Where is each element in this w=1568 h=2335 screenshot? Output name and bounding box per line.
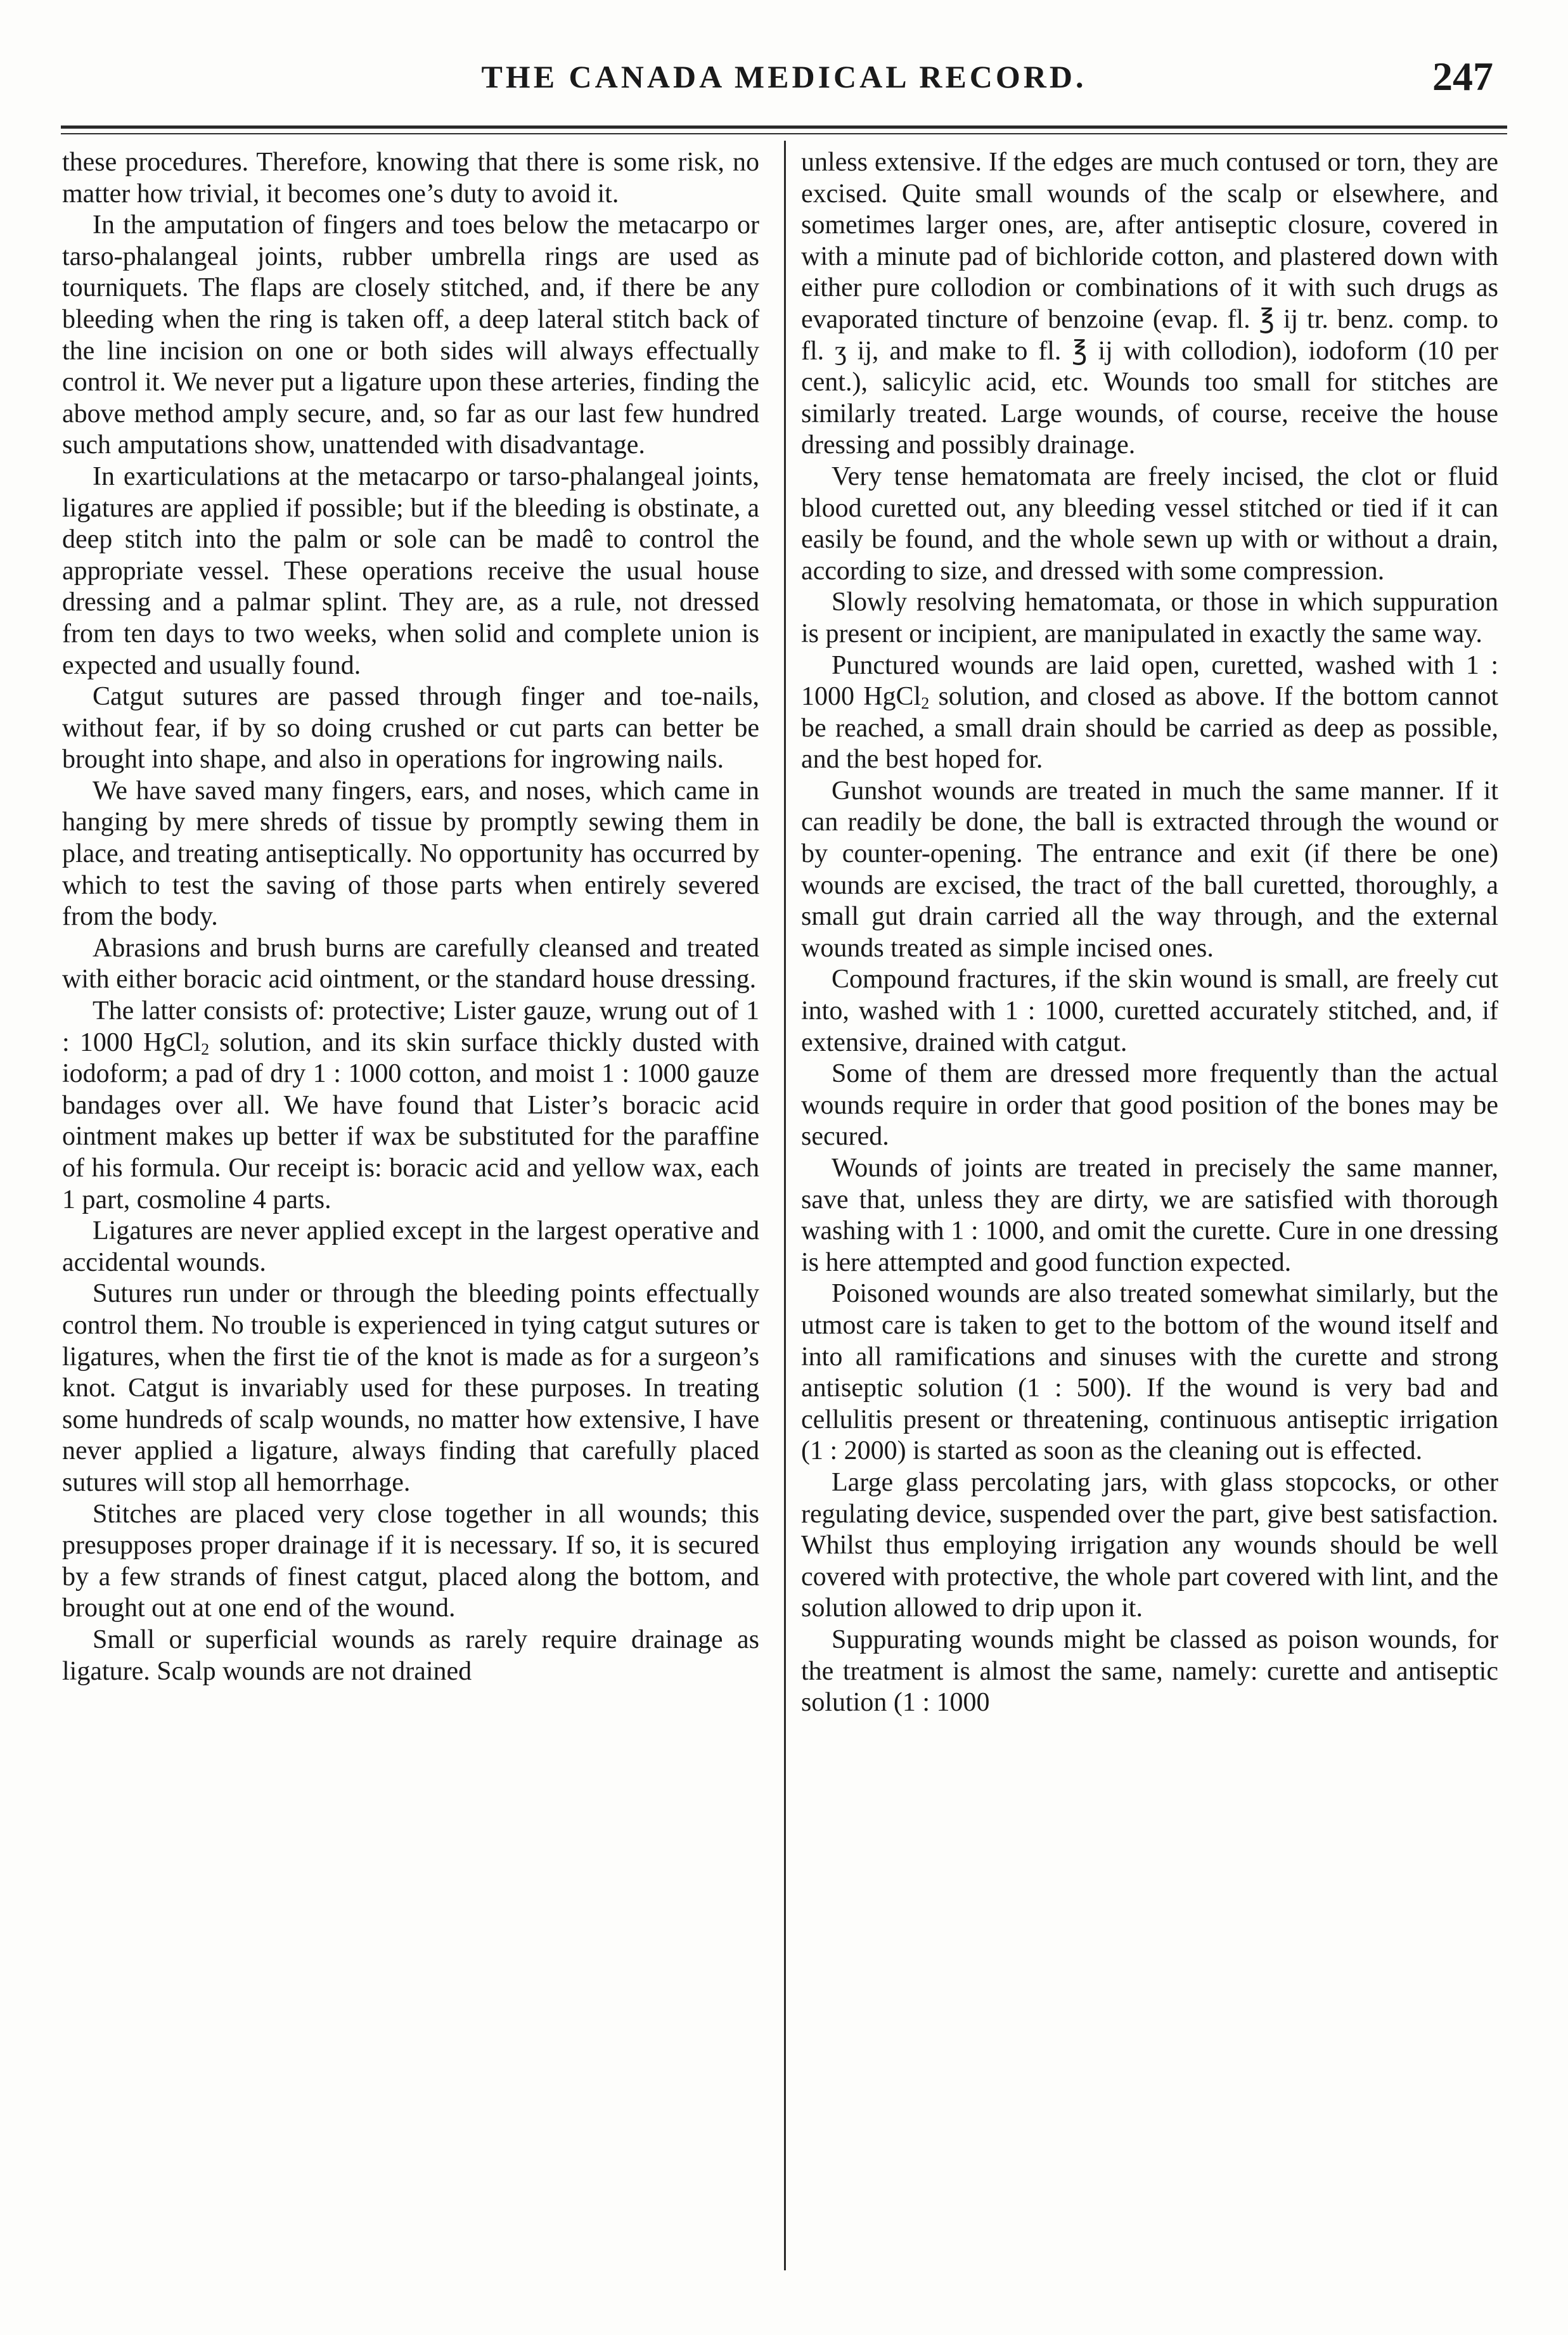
paragraph — [801, 650, 1498, 776]
right-column — [801, 147, 1498, 1719]
paragraph: Gunshot wounds are treated in much the same manner. If it can readily be done, the ball is extracted through the wound or by counter-opening. The entrance and exit (if there be one) wounds are excised, the tract of the ball curetted, thoroughly, a small gut drain carried all the way through, and the external wounds treated as simple incised ones. — [801, 776, 1498, 963]
column-divider — [784, 141, 786, 2270]
paragraph-text: solution, and its skin surface thickly dusted with iodoform; a pad of dry 1 : 1000 cotton, and moist 1 : 1000 gauze bandages over all. We have found that Lister’s boracic acid ointment makes up better if wax be substituted for the paraffine of his formula. Our receipt is: boracic acid and yellow wax, each 1 part, cosmoline 4 parts. — [62, 1027, 760, 1214]
running-title: THE CANADA MEDICAL RECORD. — [481, 59, 1087, 94]
paragraph: Abrasions and brush burns are carefully cleansed and treated with either boracic acid ointment, or the standard house dressing. — [62, 933, 759, 994]
paragraph: We have saved many fingers, ears, and noses, which came in hanging by mere shreds of tissue by promptly sewing them in place, and treating antiseptically. No opportunity has occurred by which to test the saving of those parts when entirely severed from the body. — [62, 776, 759, 932]
paragraph-text: Punctured wounds are laid open, curetted, washed with 1 : 1000 HgCl — [801, 650, 1498, 712]
page-header — [0, 0, 1568, 133]
paragraph: Compound fractures, if the skin wound is small, are freely cut into, washed with 1 : 1000, curetted accurately stitched, and, if extensive, drained with catgut. — [801, 965, 1498, 1057]
paragraph: these procedures. Therefore, knowing that there is some risk, no matter how trivial, it becomes one’s duty to avoid it. — [62, 148, 759, 209]
header-rule-thin — [61, 133, 1507, 134]
paragraph: unless extensive. If the edges are much contused or torn, they are excised. Quite small wounds of the scalp or elsewhere, and sometimes larger ones, are, after antiseptic closure, covered in with a minute pad of bichloride cotton, and plastered down with either pure collodion or combinations of it with such drugs as evaporated tincture of benzoine (evap. fl. ℥ ij tr. benz. comp. to fl. ʒ ij, and make to fl. ℥ ij with collodion), iodoform (10 per cent.), salicylic acid, etc. Wounds too small for stitches are similarly treated. Large wounds, of course, receive the house dressing and possibly drainage. — [801, 148, 1498, 460]
subscript: 2 — [921, 694, 930, 713]
header-rule-thick — [61, 125, 1507, 129]
paragraph: Wounds of joints are treated in precisely the same manner, save that, unless they are dirty, we are satisfied with thorough washing with 1 : 1000, and omit the curette. Cure in one dressing is here attempted and good function expected. — [801, 1154, 1498, 1277]
paragraph: Some of them are dressed more frequently than the actual wounds require in order that good position of the bones may be secured. — [801, 1059, 1498, 1152]
paragraph: Stitches are placed very close together in all wounds; this presupposes proper drainage if it is necessary. If so, it is secured by a few strands of finest catgut, placed along the bottom, and brought out at one end of the wound. — [62, 1499, 759, 1623]
page-number: 247 — [1432, 54, 1493, 99]
paragraph: Ligatures are never applied except in the largest operative and accidental wounds. — [62, 1216, 759, 1277]
paragraph: In the amputation of fingers and toes below the metacarpo or tarso-phalangeal joints, rubber umbrella rings are used as tourniquets. The flaps are closely stitched, and, if there be any bleeding when the ring is taken off, a deep lateral stitch back of the line incision on one or both sides will always effectually control it. We never put a ligature upon these arteries, finding the above method amply secure, and, so far as our last few hundred such amputations show, unattended with disadvantage. — [62, 210, 759, 460]
paragraph: Catgut sutures are passed through finger and toe-nails, without fear, if by so doing crushed or cut parts can better be brought into shape, and also in operations for ingrowing nails. — [62, 682, 759, 775]
paragraph: Small or superficial wounds as rarely require drainage as ligature. Scalp wounds are not drained — [62, 1624, 759, 1686]
subscript: 2 — [201, 1039, 210, 1058]
paragraph-text: The latter consists of: protective; Lister gauze, wrung out of 1 : 1000 HgCl — [62, 996, 759, 1057]
paragraph: Sutures run under or through the bleeding points effectually control them. No trouble is experienced in tying catgut sutures or ligatures, when the first tie of the knot is made as for a surgeon’s knot. Catgut is invariably used for these purposes. In treating some hundreds of scalp wounds, no matter how extensive, I have never applied a ligature, always finding that carefully placed sutures will stop all hemorrhage. — [62, 1279, 759, 1497]
left-column — [62, 147, 759, 1687]
paragraph: Large glass percolating jars, with glass stopcocks, or other regulating device, suspended over the part, give best satisfaction. Whilst thus employing irrigation any wounds should be well covered with protective, the whole part covered with lint, and the solution allowed to drip upon it. — [801, 1467, 1498, 1623]
paragraph-text: solution, and closed as above. If the bottom cannot be reached, a small drain should be carried as deep as possible, and the best hoped for. — [801, 682, 1498, 775]
paragraph: Poisoned wounds are also treated somewhat similarly, but the utmost care is taken to get to the bottom of the wound itself and into all ramifications and sinuses with the curette and strong antiseptic solution (1 : 500). If the wound is very bad and cellulitis present or threatening, continuous antiseptic irrigation (1 : 2000) is started as soon as the cleaning out is effected. — [801, 1279, 1498, 1466]
paragraph: Very tense hematomata are freely incised, the clot or fluid blood curetted out, any bleeding vessel stitched or tied if it can easily be found, and the whole sewn up with or without a drain, according to size, and dressed with some compression. — [801, 461, 1498, 586]
paragraph: Slowly resolving hematomata, or those in which suppuration is present or incipient, are manipulated in exactly the same way. — [801, 588, 1498, 648]
paragraph: Suppurating wounds might be classed as poison wounds, for the treatment is almost the same, namely: curette and antiseptic solution (1 : 1000 — [801, 1624, 1498, 1718]
paragraph — [62, 996, 759, 1216]
paragraph: In exarticulations at the metacarpo or tarso-phalangeal joints, ligatures are applied if possible; but if the bleeding is obstinate, a deep stitch into the palm or sole can be madê to control the appropriate vessel. These operations receive the usual house dressing and a palmar splint. They are, as a rule, not dressed from ten days to two weeks, when solid and complete union is expected and usually found. — [62, 461, 759, 680]
